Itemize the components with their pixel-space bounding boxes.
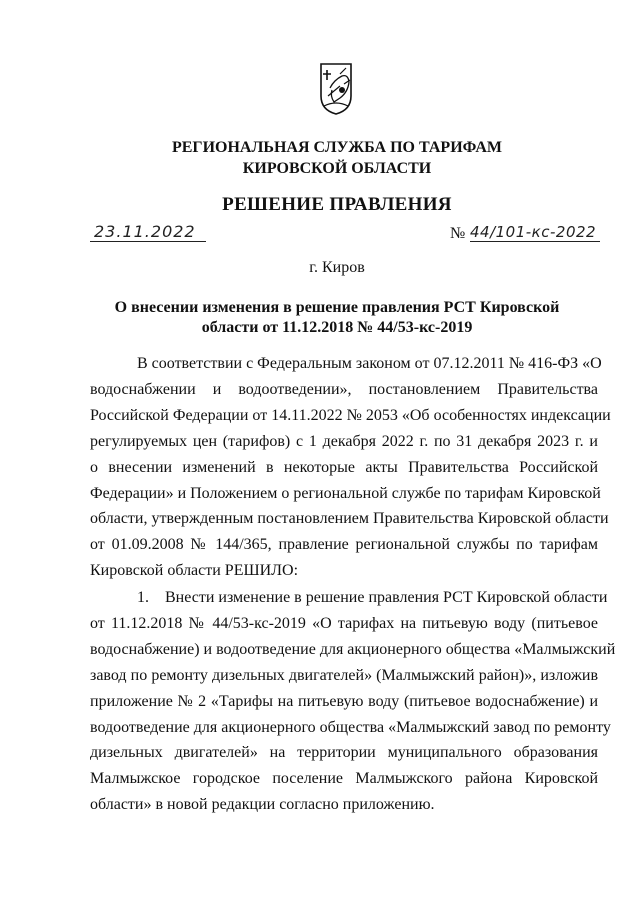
organization-name <box>0 137 640 179</box>
paragraph-line: регулируемых цен (тарифов) с 1 декабря 2022 г. по 31 декабря 2023 г. и <box>90 432 598 450</box>
decision-subject <box>0 298 640 338</box>
subject-line-2: области от 11.12.2018 № 44/53-кс-2019 <box>201 319 473 336</box>
paragraph-line: о внесении изменений в некоторые акты Правительства Российской <box>90 458 598 476</box>
subject-line-1: О внесении изменения в решение правления РСТ Кировской <box>114 299 560 316</box>
paragraph-line: завод по ремонту дизельных двигателей» (Малмыжский район)», изложив <box>90 666 598 684</box>
decision-number-value: 44/101-кс-2022 <box>470 223 600 242</box>
paragraph-line: приложение № 2 «Тарифы на питьевую воду (питьевое водоснабжение) и <box>90 692 598 710</box>
city: г. Киров <box>309 259 365 276</box>
paragraph-line: Российской Федерации от 14.11.2022 № 2053 «Об особенностях индексации <box>90 406 611 424</box>
paragraph-line: Малмыжское городское поселение Малмыжского района Кировской <box>90 770 598 788</box>
decision-date: 23.11.2022 <box>90 223 206 242</box>
paragraph-line: области» в новой редакции согласно приложению. <box>90 796 435 814</box>
paragraph-line: Кировской области РЕШИЛО: <box>90 562 299 580</box>
paragraph-line: водоснабжение) и водоотведение для акционерного общества «Малмыжский <box>90 640 616 658</box>
paragraph-line: водоотведение для акционерного общества «Малмыжский завод по ремонту <box>90 718 611 736</box>
decision-item-1 <box>90 585 616 818</box>
number-sign: № <box>450 225 466 242</box>
paragraph-line: Федерации» и Положением о региональной службе по тарифам Кировской <box>90 484 601 502</box>
organization-name-line-2: КИРОВСКОЙ ОБЛАСТИ <box>242 160 432 177</box>
organization-name-line-1: РЕГИОНАЛЬНАЯ СЛУЖБА ПО ТАРИФАМ <box>171 139 503 156</box>
paragraph-line: водоснабжении и водоотведении», постановлением Правительства <box>90 380 598 398</box>
coat-of-arms-icon <box>318 62 354 116</box>
paragraph-line: дизельных двигателей» на территории муниципального образования <box>90 744 598 762</box>
paragraph-line: от 11.12.2018 № 44/53-кс-2019 «О тарифах на питьевую воду (питьевое <box>90 614 598 632</box>
paragraph-line: области, утвержденным постановлением Правительства Кировской области <box>90 510 609 528</box>
decision-number <box>450 223 600 245</box>
preamble-paragraph <box>90 351 611 584</box>
document-title: РЕШЕНИЕ ПРАВЛЕНИЯ <box>222 194 452 215</box>
paragraph-line: от 01.09.2008 № 144/365, правление региональной службы по тарифам <box>90 536 598 554</box>
paragraph-line: В соответствии с Федеральным законом от 07.12.2011 № 416-ФЗ «О <box>137 355 602 372</box>
paragraph-line: 1. Внести изменение в решение правления РСТ Кировской области <box>137 589 608 606</box>
